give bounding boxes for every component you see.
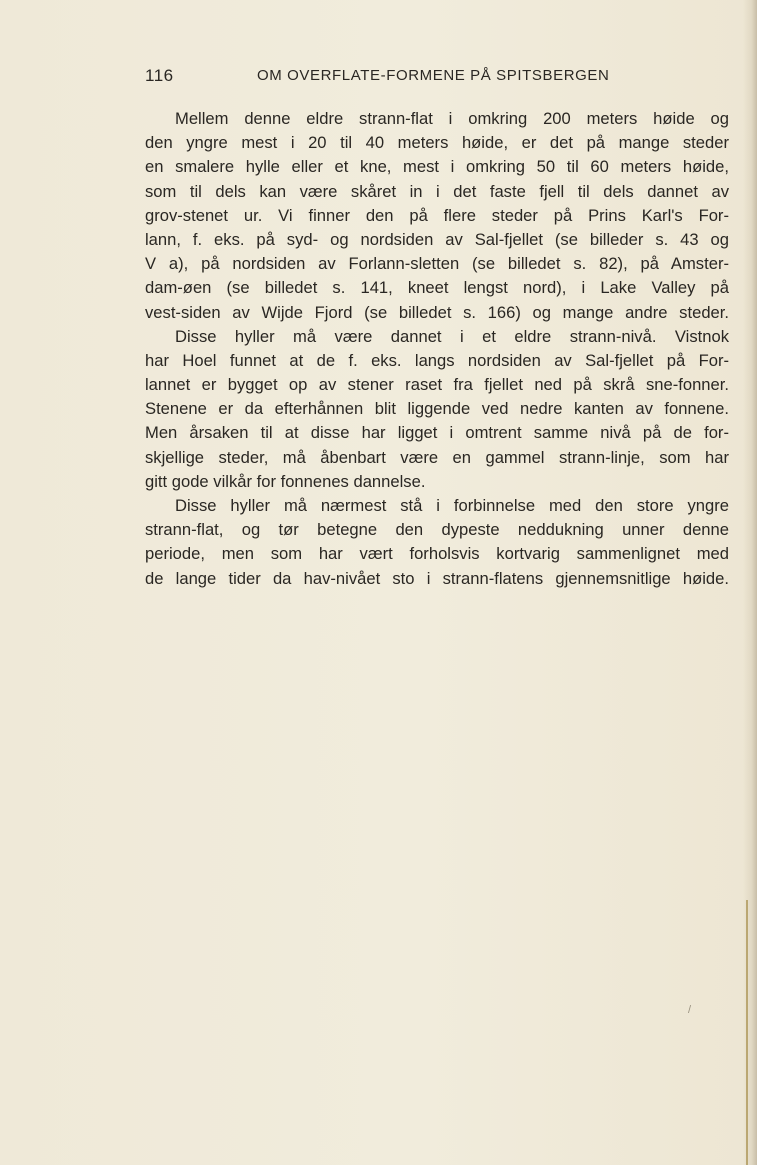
text-line: gitt gode vilkår for fonnenes dannelse. bbox=[145, 471, 426, 491]
text-line: Men årsaken til at disse har ligget i omtrent samme nivå på de for- bbox=[145, 423, 729, 443]
text-line: vest-siden av Wijde Fjord (se billedet s. 166) og mange andre steder. bbox=[145, 302, 729, 322]
running-title: OM OVERFLATE-FORMENE PÅ SPITSBERGEN bbox=[257, 67, 610, 84]
text-line: de lange tider da hav-nivået sto i strann-flatens gjennemsnitlige høide. bbox=[145, 568, 729, 588]
text-line: dam-øen (se billedet s. 141, kneet lengst nord), i Lake Valley på bbox=[145, 278, 729, 298]
page-edge-line bbox=[746, 900, 748, 1165]
body-text bbox=[145, 107, 729, 591]
text-line: som til dels kan være skåret in i det faste fjell til dels dannet av bbox=[145, 181, 729, 201]
text-line: Mellem denne eldre strann-flat i omkring 200 meters høide og bbox=[175, 109, 729, 128]
text-line: strann-flat, og tør betegne den dypeste neddukning unner denne bbox=[145, 520, 729, 540]
page-header bbox=[145, 66, 730, 90]
text-line: lannet er bygget op av stener raset fra fjellet ned på skrå sne-fonner. bbox=[145, 375, 729, 395]
text-line: lann, f. eks. på syd- og nordsiden av Sal-fjellet (se billeder s. 43 og bbox=[145, 229, 729, 249]
page-number: 116 bbox=[145, 66, 174, 85]
text-line: Stenene er da efterhånnen blit liggende ved nedre kanten av fonnene. bbox=[145, 399, 729, 419]
text-line: periode, men som har vært forholsvis kortvarig sammenlignet med bbox=[145, 544, 729, 564]
text-line: har Hoel funnet at de f. eks. langs nordsiden av Sal-fjellet på For- bbox=[145, 350, 729, 370]
text-line: Disse hyller må være dannet i et eldre strann-nivå. Vistnok bbox=[175, 326, 729, 346]
text-line: en smalere hylle eller et kne, mest i omkring 50 til 60 meters høide, bbox=[145, 157, 729, 177]
text-line: den yngre mest i 20 til 40 meters høide, er det på mange steder bbox=[145, 133, 729, 153]
text-line: Disse hyller må nærmest stå i forbinnelse med den store yngre bbox=[175, 496, 729, 515]
pencil-mark: / bbox=[688, 1004, 692, 1016]
text-line: grov-stenet ur. Vi finner den på flere steder på Prins Karl's For- bbox=[145, 205, 729, 225]
text-line: skjellige steder, må åbenbart være en gammel strann-linje, som har bbox=[145, 447, 729, 467]
text-line: V a), på nordsiden av Forlann-sletten (se billedet s. 82), på Amster- bbox=[145, 254, 729, 274]
